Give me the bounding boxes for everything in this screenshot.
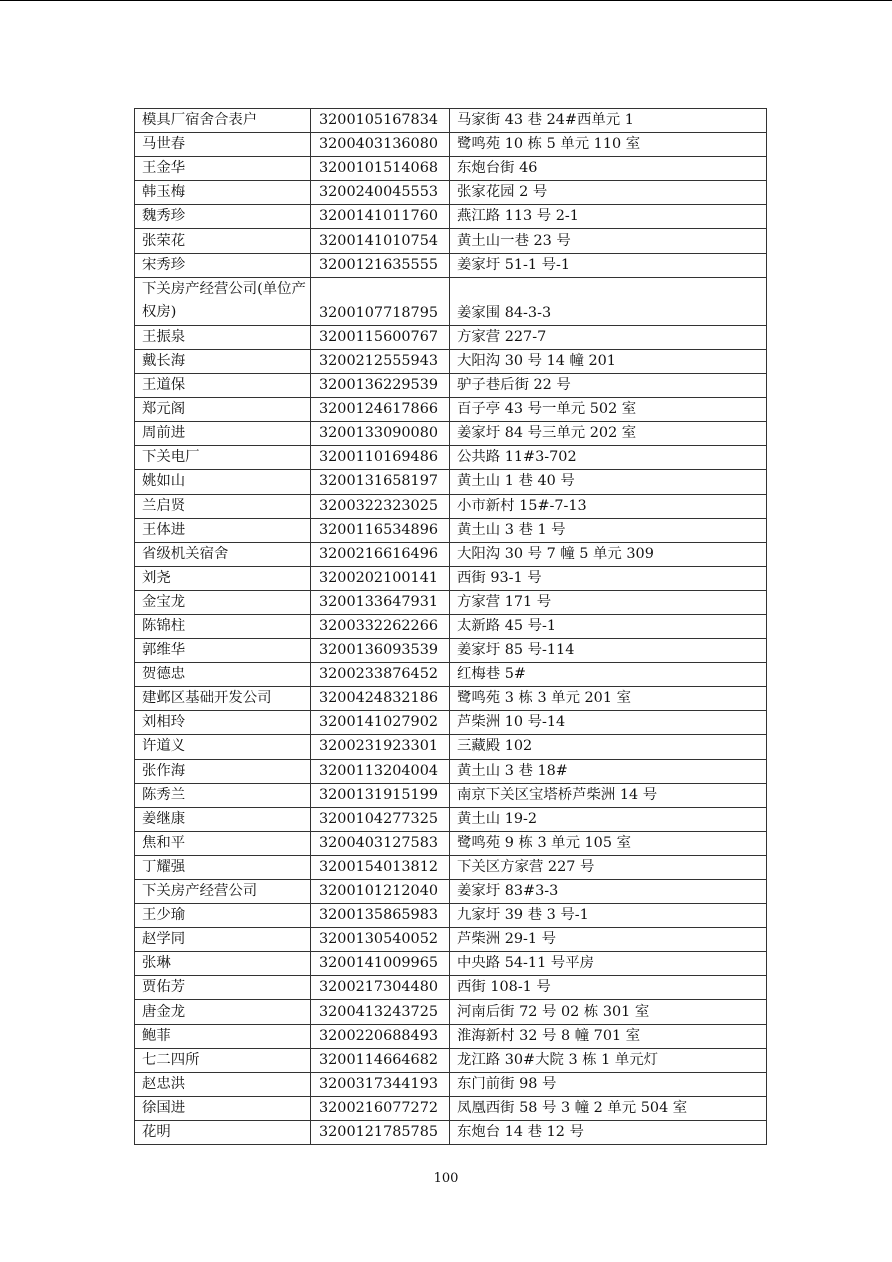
account-number-cell: 3200220688493 [311,1024,450,1048]
name-cell: 张荣花 [135,229,311,253]
account-number-cell: 3200107718795 [311,277,450,325]
name-cell: 丁耀强 [135,855,311,879]
address-cell: 河南后街 72 号 02 栋 301 室 [450,1000,767,1024]
address-cell: 鹭鸣苑 3 栋 3 单元 201 室 [450,687,767,711]
address-cell: 九家圩 39 巷 3 号-1 [450,904,767,928]
address-cell: 西街 108-1 号 [450,976,767,1000]
table-row [135,518,767,542]
name-cell: 下关房产经营公司(单位产权房) [135,277,311,325]
address-cell: 方家营 227-7 [450,325,767,349]
table-row [135,1048,767,1072]
table-row [135,1072,767,1096]
address-cell: 鹭鸣苑 10 栋 5 单元 110 室 [450,133,767,157]
address-cell: 东炮台街 46 [450,157,767,181]
address-cell: 黄土山 1 巷 40 号 [450,470,767,494]
table-row [135,590,767,614]
name-cell: 花明 [135,1120,311,1144]
address-cell: 黄土山 3 巷 18# [450,759,767,783]
table-row [135,711,767,735]
account-number-cell: 3200110169486 [311,446,450,470]
records-table-body [135,109,767,1145]
table-row [135,952,767,976]
name-cell: 兰启贤 [135,494,311,518]
address-cell: 三藏殿 102 [450,735,767,759]
address-cell: 姜家圩 51-1 号-1 [450,253,767,277]
table-row [135,446,767,470]
account-number-cell: 3200233876452 [311,663,450,687]
table-row [135,928,767,952]
table-row [135,157,767,181]
account-number-cell: 3200317344193 [311,1072,450,1096]
name-cell: 郑元阁 [135,398,311,422]
address-cell: 姜家圩 85 号-114 [450,639,767,663]
name-cell: 郭维华 [135,639,311,663]
address-cell: 南京下关区宝塔桥芦柴洲 14 号 [450,783,767,807]
name-cell: 魏秀珍 [135,205,311,229]
table-row [135,277,767,325]
table-row [135,398,767,422]
account-number-cell: 3200105167834 [311,109,450,133]
account-number-cell: 3200116534896 [311,518,450,542]
account-number-cell: 3200141027902 [311,711,450,735]
table-row [135,759,767,783]
address-cell: 公共路 11#3-702 [450,446,767,470]
address-cell: 太新路 45 号-1 [450,614,767,638]
account-number-cell: 3200104277325 [311,807,450,831]
account-number-cell: 3200124617866 [311,398,450,422]
table-row [135,325,767,349]
table-row [135,229,767,253]
address-cell: 黄土山一巷 23 号 [450,229,767,253]
address-cell: 百子亭 43 号一单元 502 室 [450,398,767,422]
name-cell: 模具厂宿舍合表户 [135,109,311,133]
table-row [135,374,767,398]
table-row [135,109,767,133]
account-number-cell: 3200121785785 [311,1120,450,1144]
name-cell: 宋秀珍 [135,253,311,277]
table-row [135,807,767,831]
address-cell: 芦柴洲 29-1 号 [450,928,767,952]
name-cell: 贺德忠 [135,663,311,687]
account-number-cell: 3200216616496 [311,542,450,566]
account-number-cell: 3200101212040 [311,880,450,904]
name-cell: 省级机关宿舍 [135,542,311,566]
table-row [135,542,767,566]
table-row [135,1120,767,1144]
address-cell: 燕江路 113 号 2-1 [450,205,767,229]
name-cell: 戴长海 [135,349,311,373]
account-number-cell: 3200133647931 [311,590,450,614]
name-cell: 王振泉 [135,325,311,349]
name-cell: 赵学同 [135,928,311,952]
name-cell: 王少瑜 [135,904,311,928]
account-number-cell: 3200136093539 [311,639,450,663]
name-cell: 姚如山 [135,470,311,494]
account-number-cell: 3200403127583 [311,831,450,855]
address-cell: 红梅巷 5# [450,663,767,687]
account-number-cell: 3200322323025 [311,494,450,518]
name-cell: 许道义 [135,735,311,759]
account-number-cell: 3200131915199 [311,783,450,807]
table-row [135,422,767,446]
name-cell: 鲍菲 [135,1024,311,1048]
name-cell: 贾佑芳 [135,976,311,1000]
address-cell: 大阳沟 30 号 7 幢 5 单元 309 [450,542,767,566]
table-row [135,253,767,277]
account-number-cell: 3200424832186 [311,687,450,711]
name-cell: 赵忠洪 [135,1072,311,1096]
name-cell: 张琳 [135,952,311,976]
address-cell: 龙江路 30#大院 3 栋 1 单元灯 [450,1048,767,1072]
table-row [135,855,767,879]
name-cell: 陈秀兰 [135,783,311,807]
table-row [135,831,767,855]
name-cell: 下关电厂 [135,446,311,470]
account-number-cell: 3200216077272 [311,1096,450,1120]
address-cell: 中央路 54-11 号平房 [450,952,767,976]
account-number-cell: 3200332262266 [311,614,450,638]
table-row [135,1096,767,1120]
address-cell: 芦柴洲 10 号-14 [450,711,767,735]
account-number-cell: 3200136229539 [311,374,450,398]
address-cell: 驴子巷后街 22 号 [450,374,767,398]
table-row [135,880,767,904]
name-cell: 王金华 [135,157,311,181]
top-border-line [0,0,892,1]
address-cell: 马家街 43 巷 24#西单元 1 [450,109,767,133]
address-cell: 小市新村 15#-7-13 [450,494,767,518]
account-number-cell: 3200115600767 [311,325,450,349]
table-row [135,663,767,687]
name-cell: 韩玉梅 [135,181,311,205]
address-cell: 方家营 171 号 [450,590,767,614]
account-number-cell: 3200141009965 [311,952,450,976]
account-number-cell: 3200231923301 [311,735,450,759]
account-number-cell: 3200154013812 [311,855,450,879]
account-number-cell: 3200121635555 [311,253,450,277]
address-cell: 淮海新村 32 号 8 幢 701 室 [450,1024,767,1048]
name-cell: 王体进 [135,518,311,542]
page-number: 100 [433,1171,459,1186]
table-row [135,783,767,807]
name-cell: 唐金龙 [135,1000,311,1024]
address-cell: 黄土山 3 巷 1 号 [450,518,767,542]
table-row [135,566,767,590]
account-number-cell: 3200403136080 [311,133,450,157]
account-number-cell: 3200131658197 [311,470,450,494]
table-row [135,614,767,638]
table-row [135,133,767,157]
account-number-cell: 3200130540052 [311,928,450,952]
address-cell: 下关区方家营 227 号 [450,855,767,879]
table-row [135,904,767,928]
name-cell: 徐国进 [135,1096,311,1120]
name-cell: 焦和平 [135,831,311,855]
account-number-cell: 3200217304480 [311,976,450,1000]
name-cell: 马世春 [135,133,311,157]
table-row [135,1024,767,1048]
address-cell: 东门前街 98 号 [450,1072,767,1096]
name-cell: 下关房产经营公司 [135,880,311,904]
address-cell: 鹭鸣苑 9 栋 3 单元 105 室 [450,831,767,855]
table-row [135,687,767,711]
account-number-cell: 3200135865983 [311,904,450,928]
name-cell: 王道保 [135,374,311,398]
account-number-cell: 3200101514068 [311,157,450,181]
name-cell: 金宝龙 [135,590,311,614]
table-row [135,470,767,494]
table-row [135,639,767,663]
account-number-cell: 3200133090080 [311,422,450,446]
name-cell: 刘尧 [135,566,311,590]
address-cell: 西街 93-1 号 [450,566,767,590]
table-row [135,205,767,229]
table-row [135,1000,767,1024]
address-cell: 姜家围 84-3-3 [450,277,767,325]
name-cell: 陈锦柱 [135,614,311,638]
name-cell: 建邺区基础开发公司 [135,687,311,711]
account-number-cell: 3200141011760 [311,205,450,229]
name-cell: 刘相玲 [135,711,311,735]
account-number-cell: 3200202100141 [311,566,450,590]
table-row [135,976,767,1000]
table-row [135,494,767,518]
name-cell: 周前进 [135,422,311,446]
address-cell: 姜家圩 84 号三单元 202 室 [450,422,767,446]
account-number-cell: 3200113204004 [311,759,450,783]
account-number-cell: 3200212555943 [311,349,450,373]
name-cell: 七二四所 [135,1048,311,1072]
table-row [135,349,767,373]
account-number-cell: 3200141010754 [311,229,450,253]
name-cell: 张作海 [135,759,311,783]
address-cell: 姜家圩 83#3-3 [450,880,767,904]
account-number-cell: 3200413243725 [311,1000,450,1024]
table-row [135,181,767,205]
address-cell: 东炮台 14 巷 12 号 [450,1120,767,1144]
address-cell: 黄土山 19-2 [450,807,767,831]
address-cell: 凤凰西街 58 号 3 幢 2 单元 504 室 [450,1096,767,1120]
account-number-cell: 3200240045553 [311,181,450,205]
account-number-cell: 3200114664682 [311,1048,450,1072]
table-row [135,735,767,759]
address-cell: 张家花园 2 号 [450,181,767,205]
records-table [134,108,767,1145]
name-cell: 姜继康 [135,807,311,831]
address-cell: 大阳沟 30 号 14 幢 201 [450,349,767,373]
